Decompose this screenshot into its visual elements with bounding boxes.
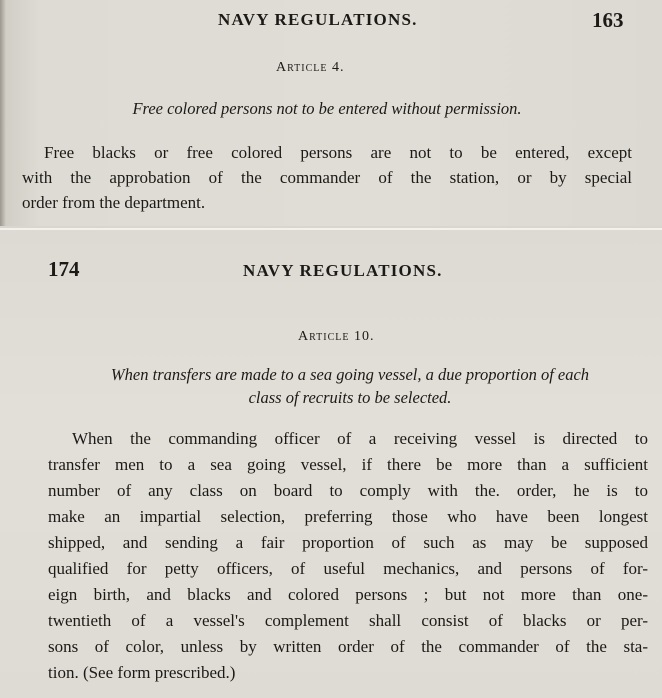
page-174-clipping: [0, 228, 662, 698]
body-line: sons of color, unless by written order of the commander of the sta-: [48, 637, 648, 656]
article-caption-line: class of recruits to be selected.: [248, 388, 452, 407]
body-line: tion. (See form prescribed.): [48, 663, 236, 682]
page-edge-shadow: [0, 0, 6, 226]
page-number: 174: [48, 257, 80, 281]
page-163-clipping: [0, 0, 662, 226]
article-caption: Free colored persons not to be entered without permission.: [132, 99, 522, 118]
running-head: NAVY REGULATIONS.: [243, 261, 443, 280]
body-line: with the approbation of the commander of the station, or by special: [22, 168, 632, 187]
body-line: qualified for petty officers, of useful mechanics, and persons of for-: [48, 559, 648, 578]
body-line: shipped, and sending a fair proportion of such as may be supposed: [48, 533, 648, 552]
article-heading: Article 10.: [298, 329, 375, 344]
body-line: number of any class on board to comply with the. order, he is to: [48, 481, 648, 500]
body-line: eign birth, and blacks and colored persons ; but not more than one-: [48, 585, 648, 604]
body-line: transfer men to a sea going vessel, if there be more than a sufficient: [48, 455, 648, 474]
page-number: 163: [592, 8, 624, 32]
body-line: make an impartial selection, preferring those who have been longest: [48, 507, 648, 526]
article-heading: Article 4.: [276, 60, 345, 75]
body-line: Free blacks or free colored persons are not to be entered, except: [44, 143, 632, 162]
article-caption-line: When transfers are made to a sea going vessel, a due proportion of each: [110, 365, 590, 384]
body-line: twentieth of a vessel's complement shall consist of blacks or per-: [48, 611, 648, 630]
body-line: When the commanding officer of a receiving vessel is directed to: [72, 429, 648, 448]
body-line: order from the department.: [22, 193, 206, 212]
running-head: NAVY REGULATIONS.: [218, 10, 418, 29]
